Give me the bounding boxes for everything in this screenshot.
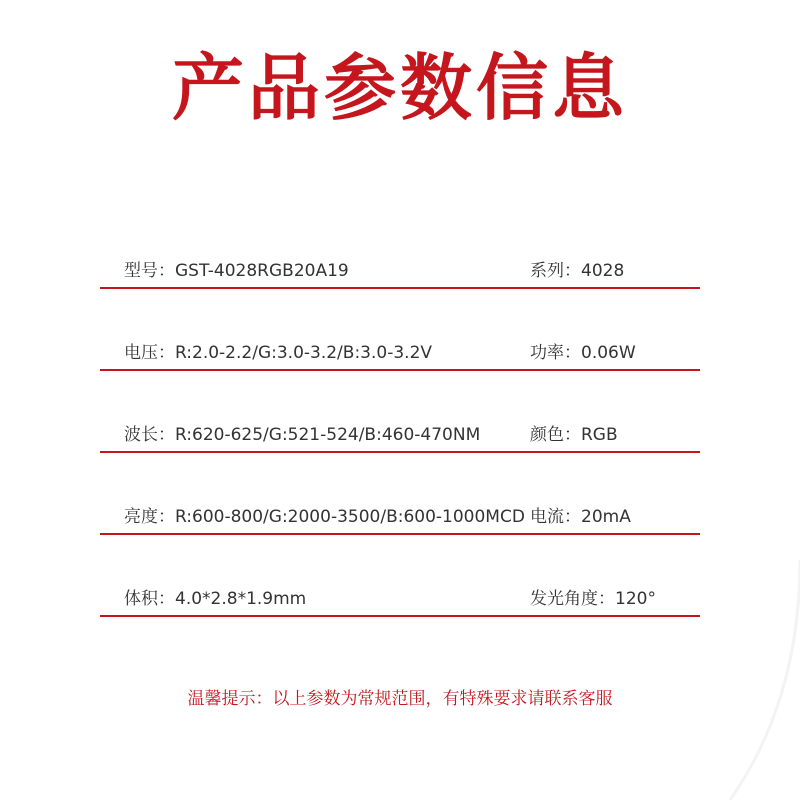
spec-right-value: 系列：4028	[530, 261, 625, 281]
row-divider	[100, 451, 700, 453]
spec-left-value: 波长：R:620-625/G:521-524/B:460-470NM	[124, 425, 481, 445]
spec-row	[100, 410, 700, 492]
spec-left-value: 亮度：R:600-800/G:2000-3500/B:600-1000MCD	[124, 507, 525, 527]
row-divider	[100, 533, 700, 535]
spec-row	[100, 492, 700, 574]
spec-row	[100, 246, 700, 328]
spec-table	[100, 246, 700, 656]
spec-right-value: 电流：20mA	[530, 507, 631, 527]
spec-right-value: 发光角度：120°	[530, 589, 656, 609]
spec-row	[100, 328, 700, 410]
spec-left-value: 型号：GST-4028RGB20A19	[124, 261, 349, 281]
spec-left-value: 电压：R:2.0-2.2/G:3.0-3.2/B:3.0-3.2V	[124, 343, 433, 363]
row-divider	[100, 615, 700, 617]
spec-right-value: 颜色：RGB	[530, 425, 618, 445]
row-divider	[100, 369, 700, 371]
spec-row	[100, 574, 700, 656]
tip-note: 温馨提示：以上参数为常规范围，有特殊要求请联系客服	[187, 689, 613, 709]
spec-right-value: 功率：0.06W	[530, 343, 636, 363]
page-title: 产品参数信息	[171, 46, 628, 130]
spec-left-value: 体积：4.0*2.8*1.9mm	[124, 589, 307, 609]
row-divider	[100, 287, 700, 289]
